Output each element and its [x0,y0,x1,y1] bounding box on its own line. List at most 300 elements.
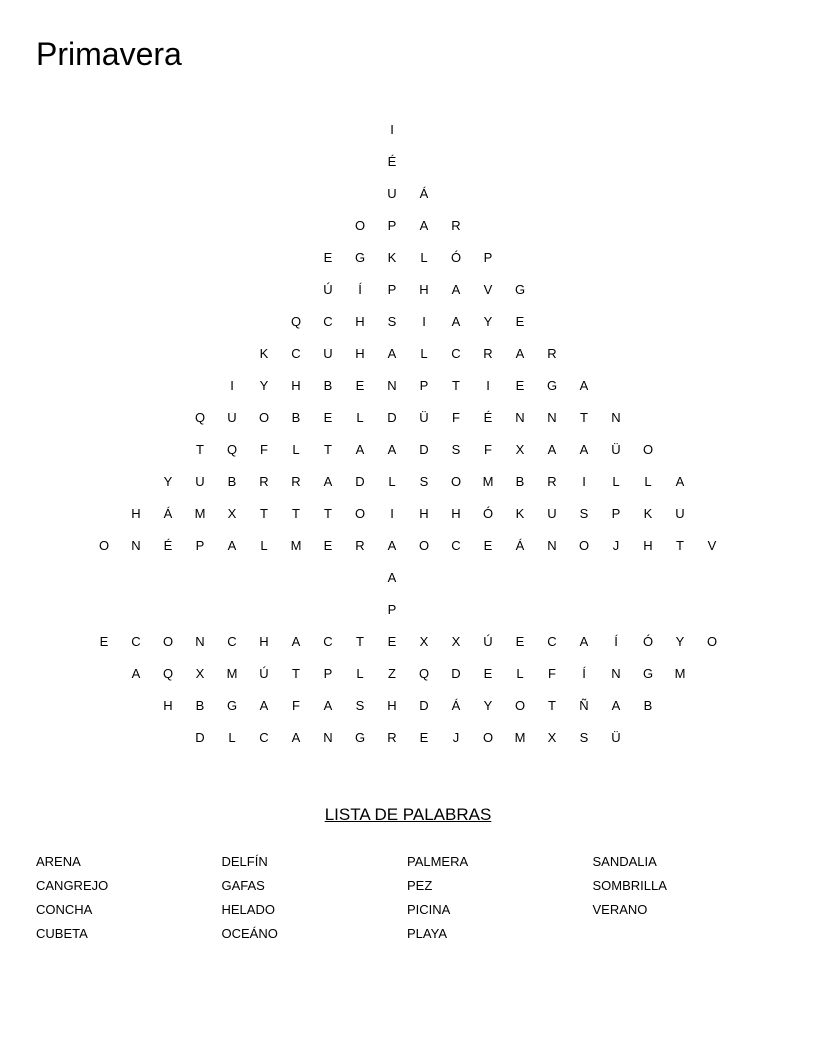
grid-cell: Á [515,538,525,553]
grid-cell: Á [419,186,429,201]
grid-cell: A [675,474,685,489]
grid-cell: Ü [611,442,621,457]
grid-cell [632,306,664,338]
grid-cell [472,594,504,626]
grid-cell [120,146,152,178]
grid-cell [696,242,728,274]
grid-cell [472,178,504,210]
grid-cell [568,242,600,274]
grid-cell: O [514,698,526,713]
grid-cell [248,594,280,626]
grid-cell [312,114,344,146]
word-list [36,850,778,946]
grid-cell: H [163,698,173,713]
grid-cell [184,210,216,242]
grid-cell [216,210,248,242]
grid-cell [568,306,600,338]
grid-cell [88,338,120,370]
grid-cell: A [451,282,461,297]
grid-cell [120,466,152,498]
grid-cell: R [259,474,269,489]
grid-cell [120,338,152,370]
grid-cell [472,146,504,178]
grid-cell [248,146,280,178]
grid-cell: Ó [450,250,462,265]
grid-cell: É [163,538,173,553]
grid-cell [88,434,120,466]
grid-cell [184,274,216,306]
grid-cell [696,274,728,306]
grid-cell: O [706,634,718,649]
grid-cell [696,370,728,402]
grid-cell [632,178,664,210]
grid-row [88,594,728,626]
grid-cell: A [259,698,269,713]
grid-cell: T [548,698,556,713]
grid-cell: Á [451,698,461,713]
grid-cell [632,562,664,594]
grid-cell [472,210,504,242]
grid-cell: A [387,442,397,457]
grid-cell: V [707,538,717,553]
grid-cell [664,274,696,306]
grid-cell [184,338,216,370]
grid-cell [88,274,120,306]
grid-cell: Ü [419,410,429,425]
grid-cell [696,114,728,146]
grid-cell: E [419,730,429,745]
grid-cell: P [195,538,205,553]
grid-cell: C [227,634,237,649]
word-list-item: ARENA [36,854,81,869]
grid-cell: J [452,730,460,745]
grid-cell: E [99,634,109,649]
grid-cell: F [292,698,300,713]
grid-cell: L [228,730,236,745]
grid-cell: B [323,378,333,393]
grid-cell [536,178,568,210]
grid-cell: Ú [259,666,269,681]
grid-cell [120,210,152,242]
grid-cell: U [227,410,237,425]
grid-cell [88,722,120,754]
grid-cell [632,402,664,434]
grid-cell: K [387,250,397,265]
grid-cell [88,306,120,338]
grid-cell: R [547,474,557,489]
grid-cell [664,242,696,274]
grid-cell: E [323,250,333,265]
grid-cell: E [355,378,365,393]
grid-cell [344,146,376,178]
grid-cell: Q [162,666,174,681]
grid-cell: G [354,730,366,745]
grid-cell [440,178,472,210]
grid-cell: A [387,346,397,361]
grid-row [88,626,728,658]
grid-cell [568,594,600,626]
grid-cell [696,658,728,690]
grid-cell [600,146,632,178]
grid-cell [664,562,696,594]
grid-cell: X [451,634,461,649]
grid-cell: C [547,634,557,649]
grid-cell: M [514,730,526,745]
grid-cell [120,690,152,722]
grid-cell: U [675,506,685,521]
grid-cell [632,722,664,754]
grid-cell [120,722,152,754]
grid-cell [568,562,600,594]
grid-row [88,338,728,370]
grid-cell: A [323,698,333,713]
grid-cell: S [579,506,589,521]
grid-cell [568,274,600,306]
grid-cell [632,370,664,402]
grid-cell: Í [582,666,586,681]
word-list-item: HELADO [221,902,275,917]
grid-cell [88,370,120,402]
grid-cell: A [611,698,621,713]
grid-cell [600,562,632,594]
grid-cell: H [355,314,365,329]
grid-cell [664,434,696,466]
grid-cell: D [451,666,461,681]
grid-cell [184,594,216,626]
grid-cell [696,594,728,626]
grid-cell [312,146,344,178]
grid-cell [536,594,568,626]
grid-cell: N [387,378,397,393]
grid-cell [152,242,184,274]
grid-cell: Ñ [579,698,589,713]
grid-row [88,690,728,722]
grid-cell: T [676,538,684,553]
grid-cell [664,594,696,626]
grid-cell: L [420,346,428,361]
grid-cell [344,562,376,594]
word-list-item: CONCHA [36,902,93,917]
word-list-item: PEZ [407,878,433,893]
grid-row [88,658,728,690]
grid-cell [88,146,120,178]
grid-cell [664,210,696,242]
grid-cell: L [612,474,620,489]
grid-cell: A [387,570,397,585]
grid-cell [120,114,152,146]
grid-cell [248,178,280,210]
grid-cell: N [611,410,621,425]
word-list-item: SOMBRILLA [592,878,667,893]
grid-row [88,274,728,306]
grid-cell: Q [194,410,206,425]
grid-cell [600,306,632,338]
grid-cell [472,562,504,594]
grid-cell: D [419,442,429,457]
grid-cell [536,562,568,594]
grid-cell [696,434,728,466]
grid-cell: O [418,538,430,553]
grid-cell: P [611,506,621,521]
grid-cell [600,338,632,370]
grid-cell [216,146,248,178]
grid-cell: T [292,666,300,681]
grid-cell [344,178,376,210]
grid-cell [152,722,184,754]
grid-cell: A [227,538,237,553]
page-title: Primavera [36,36,182,72]
grid-cell [536,146,568,178]
grid-cell: M [290,538,302,553]
grid-cell [664,690,696,722]
grid-cell [152,210,184,242]
grid-cell [152,562,184,594]
grid-cell [504,242,536,274]
grid-row [88,466,728,498]
grid-row [88,370,728,402]
grid-cell [152,306,184,338]
grid-cell: Q [418,666,430,681]
grid-cell [248,114,280,146]
grid-cell: Ü [611,730,621,745]
grid-cell [120,594,152,626]
grid-cell: T [452,378,460,393]
grid-cell: B [227,474,237,489]
grid-cell [120,370,152,402]
grid-cell: A [355,442,365,457]
grid-cell: A [291,730,301,745]
grid-cell: T [580,410,588,425]
grid-cell [312,178,344,210]
grid-cell [696,562,728,594]
grid-cell: T [196,442,204,457]
grid-cell: N [611,666,621,681]
grid-cell [568,210,600,242]
grid-cell: M [674,666,686,681]
grid-cell [664,178,696,210]
grid-cell [504,210,536,242]
grid-cell: F [260,442,268,457]
grid-cell: H [131,506,141,521]
grid-cell [184,306,216,338]
grid-cell: D [419,698,429,713]
grid-cell: Á [163,506,173,521]
grid-cell: O [258,410,270,425]
grid-cell [280,562,312,594]
grid-cell [216,338,248,370]
grid-cell [216,114,248,146]
grid-cell: C [451,538,461,553]
grid-cell [120,434,152,466]
grid-cell: L [420,250,428,265]
word-list-item: OCEÁNO [221,926,278,941]
grid-cell: G [226,698,238,713]
grid-cell [632,114,664,146]
grid-cell [568,146,600,178]
grid-cell [152,594,184,626]
grid-cell [88,690,120,722]
grid-cell [696,306,728,338]
grid-cell: Y [483,698,493,713]
grid-cell: A [291,634,301,649]
grid-cell: C [131,634,141,649]
grid-cell: T [260,506,268,521]
grid-cell: R [483,346,493,361]
grid-cell: G [354,250,366,265]
grid-cell [536,242,568,274]
grid-cell: T [356,634,364,649]
grid-cell: N [547,538,557,553]
grid-cell [504,562,536,594]
grid-cell: R [387,730,397,745]
grid-cell [600,594,632,626]
grid-cell [600,242,632,274]
grid-cell: P [323,666,333,681]
grid-cell: N [547,410,557,425]
grid-cell [344,594,376,626]
grid-cell [88,562,120,594]
grid-cell [408,594,440,626]
grid-cell: Q [226,442,238,457]
grid-row [88,178,728,210]
grid-cell [88,466,120,498]
word-list-item: GAFAS [221,878,265,893]
grid-cell [248,242,280,274]
grid-cell [696,402,728,434]
grid-cell: I [390,506,394,521]
grid-cell [600,114,632,146]
grid-cell: E [483,538,493,553]
grid-cell: P [387,602,397,617]
grid-cell: Ó [482,506,494,521]
grid-cell [248,210,280,242]
grid-cell: E [387,634,397,649]
grid-cell [664,114,696,146]
grid-cell: L [260,538,268,553]
grid-cell: O [98,538,110,553]
grid-cell [312,210,344,242]
grid-cell [248,306,280,338]
grid-cell: A [579,378,589,393]
grid-cell: S [387,314,397,329]
grid-row [88,434,728,466]
grid-cell [120,178,152,210]
grid-cell [568,114,600,146]
grid-cell: T [324,506,332,521]
grid-cell: Z [388,666,396,681]
grid-cell [184,178,216,210]
grid-cell: G [546,378,558,393]
grid-cell: R [291,474,301,489]
grid-cell: Y [675,634,685,649]
word-list-item: PALMERA [407,854,469,869]
grid-cell [88,402,120,434]
word-list-item: PLAYA [407,926,447,941]
word-list-item: CANGREJO [36,878,109,893]
grid-cell [216,274,248,306]
grid-cell: O [162,634,174,649]
grid-cell: H [451,506,461,521]
grid-cell [216,242,248,274]
grid-cell: I [230,378,234,393]
grid-cell: R [451,218,461,233]
grid-cell: A [515,346,525,361]
grid-cell [504,594,536,626]
grid-cell: D [387,410,397,425]
grid-cell [568,178,600,210]
grid-cell: Ú [483,634,493,649]
grid-cell [248,274,280,306]
grid-row [88,722,728,754]
grid-cell [440,114,472,146]
grid-cell: H [387,698,397,713]
grid-cell [88,114,120,146]
grid-cell [216,562,248,594]
grid-cell: N [195,634,205,649]
word-search-grid [88,114,728,754]
grid-cell: E [515,314,525,329]
grid-cell [152,146,184,178]
grid-cell [216,594,248,626]
grid-cell: P [483,250,493,265]
grid-cell [440,594,472,626]
grid-cell: L [516,666,524,681]
grid-cell [152,178,184,210]
grid-cell: A [547,442,557,457]
grid-cell: A [451,314,461,329]
grid-cell: T [292,506,300,521]
grid-cell: I [582,474,586,489]
grid-cell: S [451,442,461,457]
grid-cell [664,146,696,178]
grid-cell [88,658,120,690]
grid-cell [120,562,152,594]
grid-cell [152,402,184,434]
grid-cell: Y [483,314,493,329]
grid-cell: X [547,730,557,745]
grid-cell: K [515,506,525,521]
grid-cell: U [195,474,205,489]
grid-cell: L [388,474,396,489]
grid-cell: B [643,698,653,713]
grid-cell [472,114,504,146]
grid-cell: H [355,346,365,361]
grid-cell: N [515,410,525,425]
grid-cell [600,274,632,306]
grid-cell [632,146,664,178]
grid-row [88,114,728,146]
grid-cell [120,274,152,306]
grid-cell: M [482,474,494,489]
grid-cell [184,242,216,274]
grid-cell: U [547,506,557,521]
grid-cell [632,338,664,370]
grid-cell [312,594,344,626]
grid-cell: Y [259,378,269,393]
word-list-item: DELFÍN [221,854,268,869]
grid-cell [696,466,728,498]
grid-cell [184,146,216,178]
grid-cell: O [450,474,462,489]
grid-cell: Q [290,314,302,329]
grid-cell: C [291,346,301,361]
grid-cell: X [195,666,205,681]
grid-cell [152,114,184,146]
grid-cell: N [131,538,141,553]
grid-cell: K [643,506,653,521]
grid-cell [696,178,728,210]
grid-cell [280,114,312,146]
